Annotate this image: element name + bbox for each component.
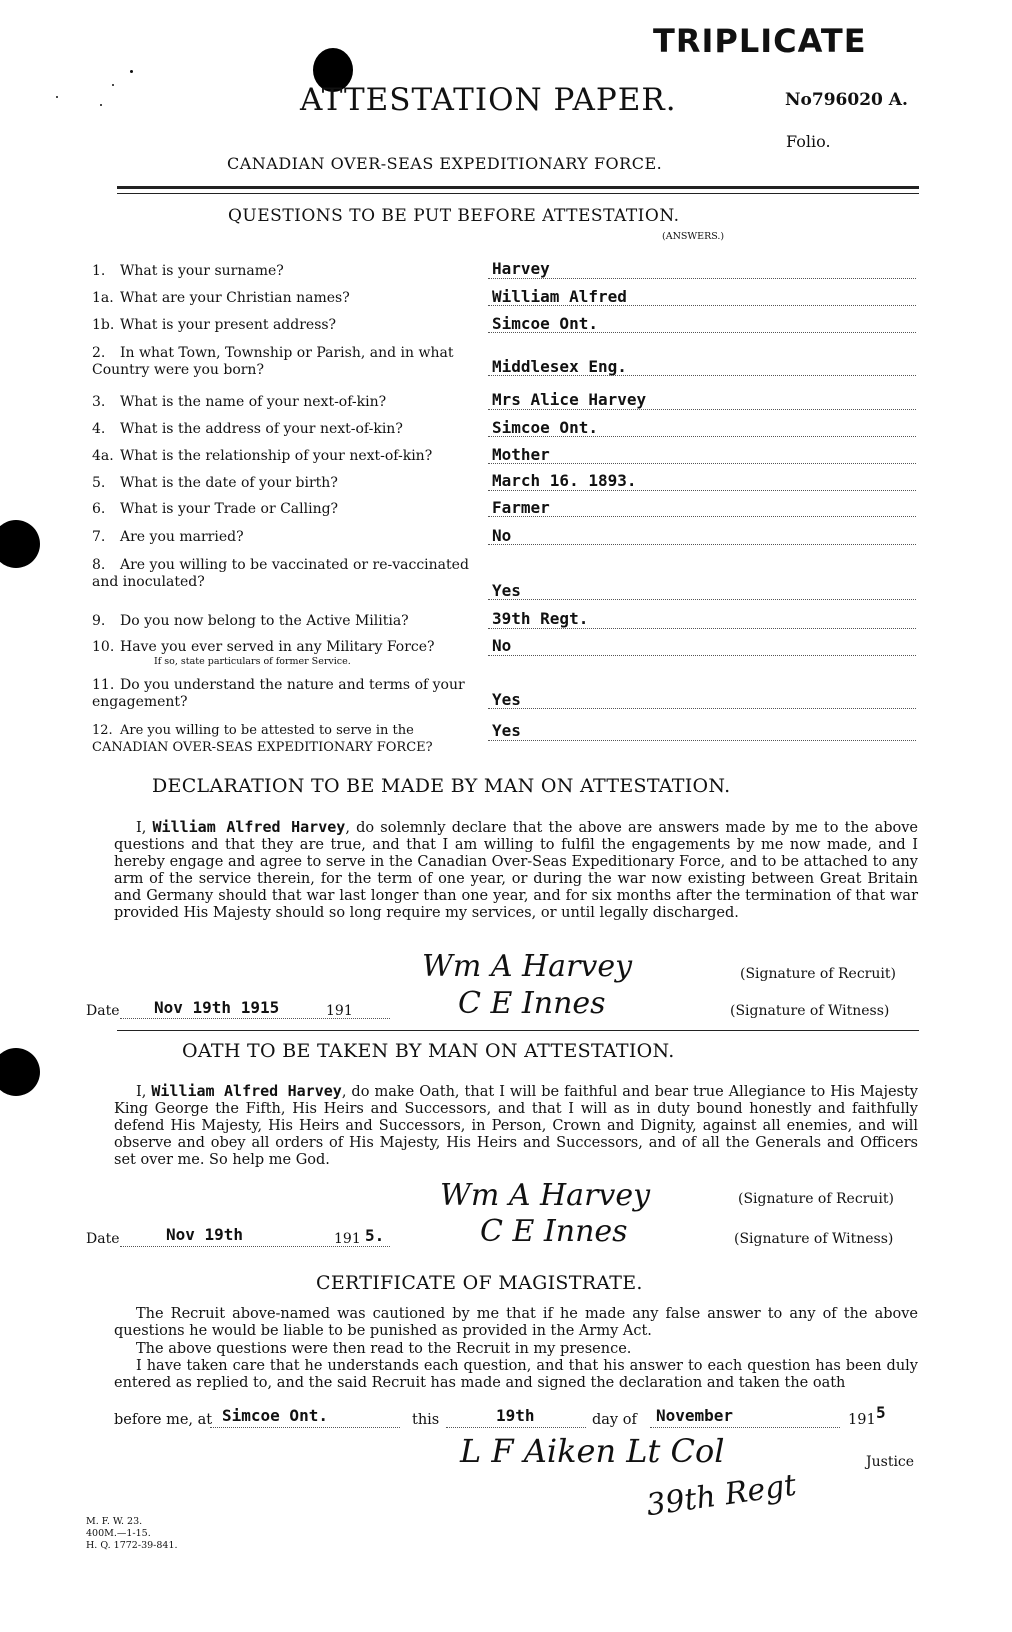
- answer-line: [488, 305, 916, 306]
- question-8: 8. Are you willing to be vaccinated or re-vaccinated and inoculated?: [92, 557, 469, 590]
- folio-label: Folio.: [786, 132, 831, 151]
- question-4a: 4a. What is the relationship of your next-of-kin?: [92, 448, 433, 464]
- witness-signature-label: (Signature of Witness): [730, 1003, 890, 1019]
- punch-hole-lower: [0, 1048, 40, 1096]
- answer-10: No: [492, 636, 512, 655]
- section-rule: [117, 1030, 919, 1031]
- date-label: Date: [86, 1003, 120, 1019]
- answer-line: [488, 278, 916, 279]
- punch-hole-middle: [0, 520, 40, 568]
- day-of-label: day of: [592, 1412, 637, 1428]
- oath-witness-signature-label: (Signature of Witness): [734, 1231, 894, 1247]
- recruit-signature: Wm A Harvey: [422, 949, 633, 984]
- declaration-text: I, William Alfred Harvey, do solemnly declare that the above are answers made by me to the above questions and that they are true, and that I am willing to fulfil the engagements by me now made, and I hereby engage and agree to serve in the Canadian Over-Seas Expeditionary Force, and to be attached to any arm of the service therein, for the term of one year, or during the war now existing between Great Britain and Germany should that war last longer than one year, and for six months after the termination of that war provided His Majesty should so long require my services, or until legally discharged.: [114, 818, 919, 921]
- question-1a: 1a. What are your Christian names?: [92, 290, 350, 306]
- answer-line: [488, 436, 916, 437]
- oath-witness-signature: C E Innes: [480, 1214, 628, 1249]
- answer-2: Middlesex Eng.: [492, 357, 627, 376]
- answer-7: No: [492, 526, 512, 545]
- force-name: CANADIAN OVER-SEAS EXPEDITIONARY FORCE.: [227, 154, 663, 173]
- answer-line: [488, 628, 916, 629]
- day-line: [446, 1427, 586, 1428]
- question-7: 7. Are you married?: [92, 529, 244, 545]
- answer-line: [488, 655, 916, 656]
- form-code-line: M. F. W. 23.: [86, 1516, 143, 1527]
- this-label: this: [412, 1412, 440, 1428]
- speck: [130, 70, 133, 73]
- answer-3: Mrs Alice Harvey: [492, 390, 647, 409]
- copy-label: TRIPLICATE: [653, 22, 867, 60]
- question-5: 5. What is the date of your birth?: [92, 475, 338, 491]
- declaration-name: William Alfred Harvey: [152, 818, 346, 836]
- place-line: [210, 1427, 400, 1428]
- recruit-signature-label: (Signature of Recruit): [740, 966, 896, 982]
- answer-1a: William Alfred: [492, 287, 627, 306]
- month-line: [650, 1427, 840, 1428]
- oath-date-line: [120, 1246, 390, 1247]
- answer-1: Harvey: [492, 259, 550, 278]
- oath-name: William Alfred Harvey: [151, 1082, 342, 1100]
- certificate-year-suffix: 5: [876, 1403, 886, 1422]
- justice-label: Justice: [866, 1454, 915, 1470]
- answer-line: [488, 708, 916, 709]
- oath-heading: OATH TO BE TAKEN BY MAN ON ATTESTATION.: [182, 1040, 675, 1062]
- oath-year-prefix: 191: [334, 1231, 361, 1247]
- question-11: 11. Do you understand the nature and terms of your engagement?: [92, 677, 465, 710]
- certificate-year-prefix: 191: [848, 1412, 876, 1428]
- oath-recruit-signature-label: (Signature of Recruit): [738, 1191, 894, 1207]
- answer-4a: Mother: [492, 445, 550, 464]
- certificate-place: Simcoe Ont.: [222, 1406, 328, 1425]
- year-prefix: 191: [326, 1003, 353, 1019]
- regiment-annotation: 39th Regt: [644, 1467, 799, 1524]
- form-code-line: H. Q. 1772-39-841.: [86, 1540, 178, 1551]
- answer-line: [488, 599, 916, 600]
- question-10-note: If so, state particulars of former Service.: [154, 656, 351, 667]
- certificate-day: 19th: [496, 1406, 535, 1425]
- answer-line: [488, 740, 916, 741]
- speck: [56, 96, 58, 98]
- answer-line: [488, 544, 916, 545]
- before-me-label: before me, at: [114, 1412, 213, 1428]
- answer-1b: Simcoe Ont.: [492, 314, 598, 333]
- header-rule-thin: [117, 193, 919, 194]
- date-line: [120, 1018, 390, 1019]
- speck: [112, 84, 114, 86]
- question-3: 3. What is the name of your next-of-kin?: [92, 394, 387, 410]
- answer-line: [488, 332, 916, 333]
- answer-line: [488, 375, 916, 376]
- answer-4: Simcoe Ont.: [492, 418, 598, 437]
- question-9: 9. Do you now belong to the Active Militia?: [92, 613, 409, 629]
- answer-line: [488, 490, 916, 491]
- page-title: ATTESTATION PAPER.: [300, 82, 677, 118]
- answer-line: [488, 463, 916, 464]
- certificate-month: November: [656, 1406, 734, 1425]
- speck: [100, 104, 102, 106]
- answer-line: [488, 516, 916, 517]
- oath-text: I, William Alfred Harvey, do make Oath, that I will be faithful and bear true Allegiance to His Majesty King George the Fifth, His Heirs and Successors, and that I will as in duty bound honestly and faithfully defend His Majesty, His Heirs and Successors, in Person, Crown and Dignity, against all enemies, and will observe and obey all orders of His Majesty, His Heirs and Successors, and of all the Generals and Officers set over me. So help me God.: [114, 1082, 918, 1168]
- form-number: No796020 A.: [785, 90, 908, 110]
- certificate-paragraph-3: I have taken care that he understands each question, and that his answer to each question has been duly entered as replied to, and the said Recruit has made and signed the declaration and taken the oath: [114, 1358, 918, 1391]
- question-2: 2. In what Town, Township or Parish, and in what Country were you born?: [92, 345, 454, 378]
- question-10: 10. Have you ever served in any Military Force?: [92, 639, 435, 655]
- witness-signature: C E Innes: [458, 986, 606, 1021]
- answers-label: (ANSWERS.): [662, 231, 725, 242]
- declaration-heading: DECLARATION TO BE MADE BY MAN ON ATTESTATION.: [152, 775, 731, 797]
- magistrate-signature: L F Aiken Lt Col: [460, 1432, 725, 1470]
- answer-5: March 16. 1893.: [492, 471, 637, 490]
- question-1b: 1b. What is your present address?: [92, 317, 337, 333]
- answer-12: Yes: [492, 721, 521, 740]
- answer-9: 39th Regt.: [492, 609, 589, 628]
- answer-8: Yes: [492, 581, 521, 600]
- answer-6: Farmer: [492, 498, 550, 517]
- header-rule-thick: [117, 186, 919, 189]
- oath-date: Nov 19th: [166, 1225, 244, 1244]
- answer-line: [488, 409, 916, 410]
- oath-date-label: Date: [86, 1231, 120, 1247]
- question-4: 4. What is the address of your next-of-kin?: [92, 421, 403, 437]
- certificate-paragraph-1: The Recruit above-named was cautioned by me that if he made any false answer to any of the above questions he would be liable to be punished as provided in the Army Act.: [114, 1306, 918, 1339]
- certificate-heading: CERTIFICATE OF MAGISTRATE.: [316, 1272, 643, 1294]
- certificate-paragraph-2: The above questions were then read to the Recruit in my presence.: [136, 1341, 632, 1357]
- form-code-line: 400M.—1-15.: [86, 1528, 151, 1539]
- declaration-date: Nov 19th 1915: [154, 998, 280, 1017]
- oath-year-suffix: 5.: [365, 1226, 385, 1245]
- question-6: 6. What is your Trade or Calling?: [92, 501, 339, 517]
- questions-heading: QUESTIONS TO BE PUT BEFORE ATTESTATION.: [228, 206, 680, 226]
- answer-11: Yes: [492, 690, 521, 709]
- form-codes: [86, 1516, 178, 1552]
- question-12: 12. Are you willing to be attested to serve in the CANADIAN OVER-SEAS EXPEDITIONARY FORCE?: [92, 723, 433, 755]
- question-1: 1. What is your surname?: [92, 263, 284, 279]
- oath-recruit-signature: Wm A Harvey: [440, 1178, 651, 1213]
